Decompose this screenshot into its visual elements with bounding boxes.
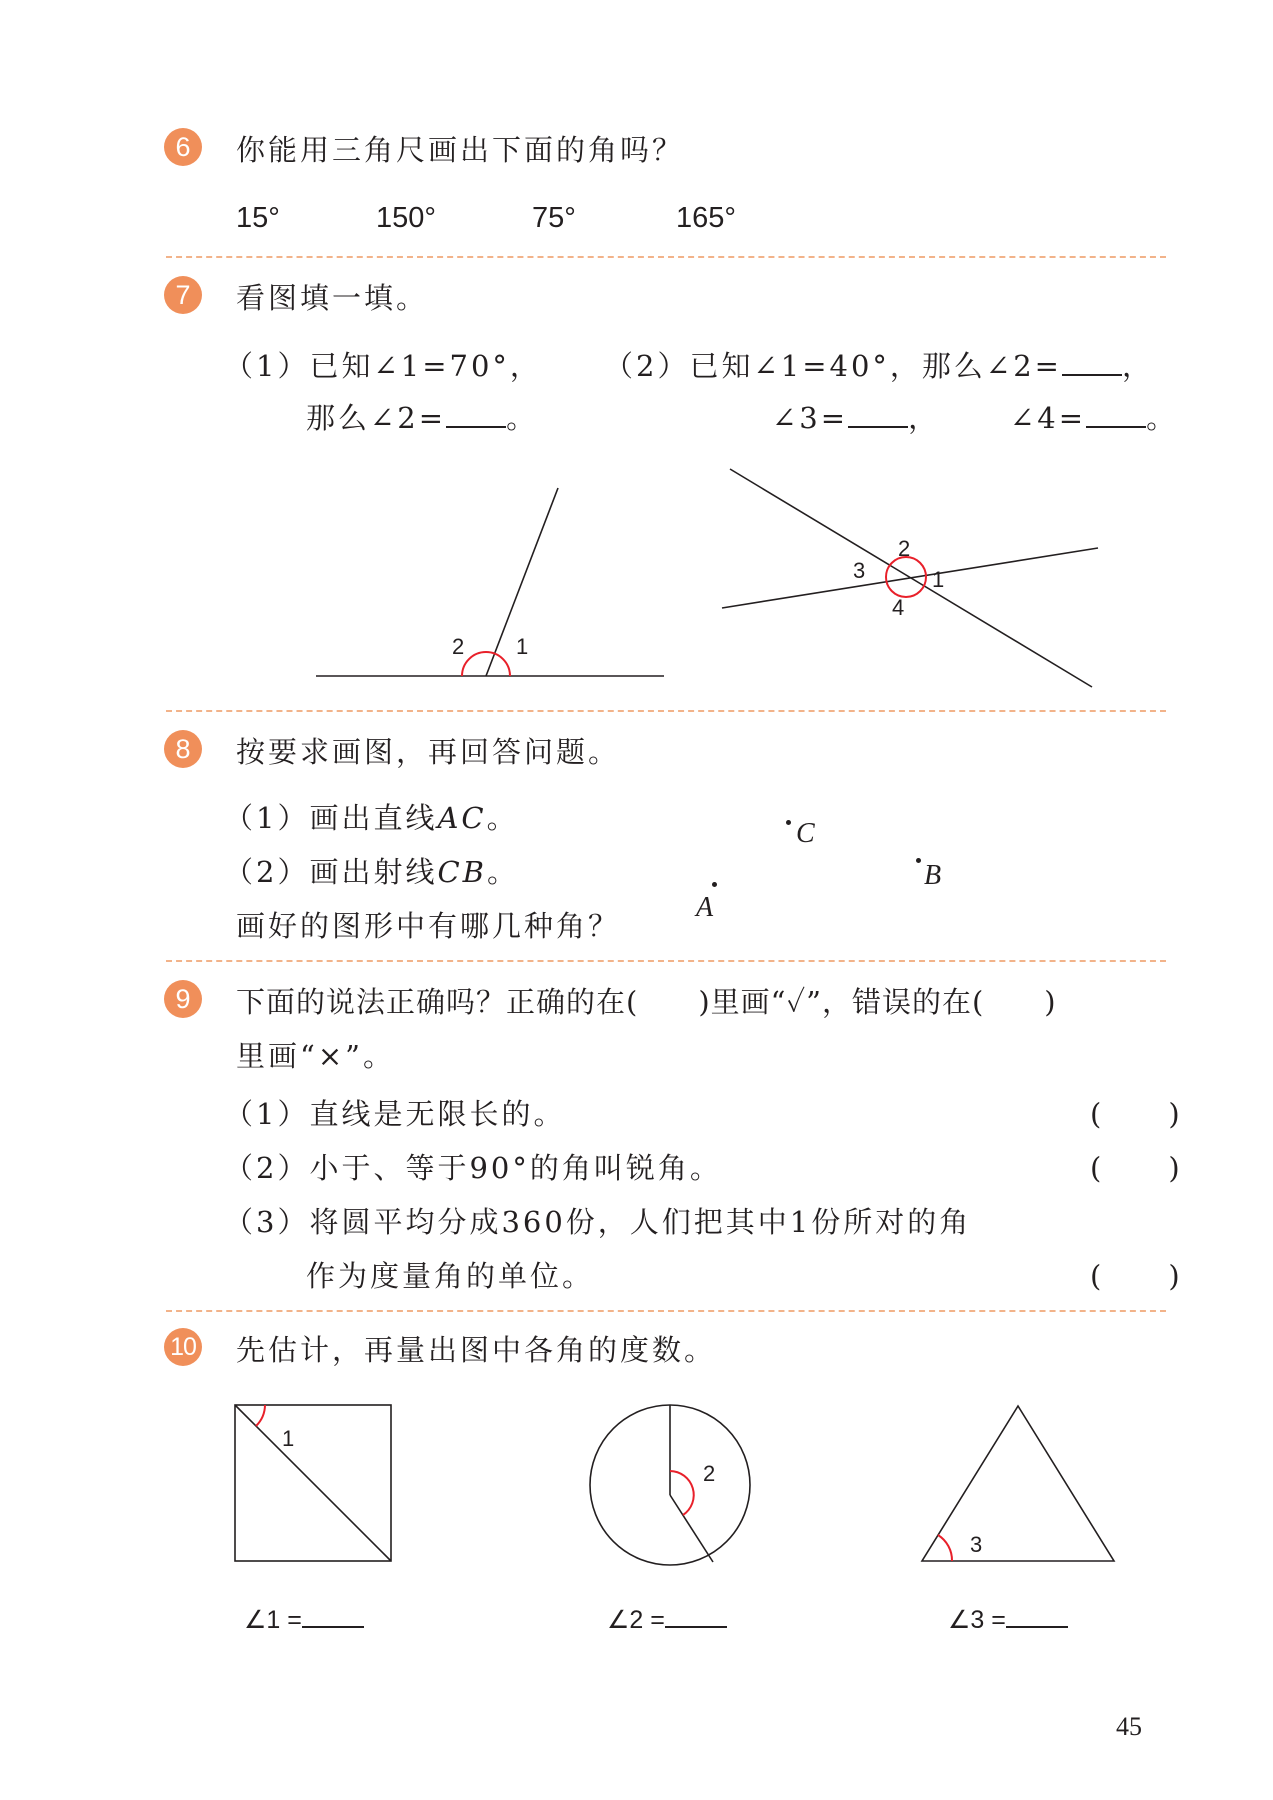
answer-blank: [446, 404, 506, 428]
question-number-badge: 10: [164, 1328, 202, 1366]
answer-prompt: ∠3=: [772, 401, 849, 435]
answer-blank: [1086, 404, 1146, 428]
square-diagonal: [235, 1405, 391, 1561]
intersecting-lines-figure: [710, 465, 1110, 695]
answer-blank: [848, 404, 908, 428]
part-2-angle-4: [1010, 396, 1178, 437]
part-2-text: [224, 850, 519, 891]
angle-label-3: 3: [970, 1532, 983, 1557]
statement-1: （1）直线是无限长的。: [224, 1097, 566, 1131]
square-figure: [230, 1400, 400, 1570]
answer-prompt: ∠3 =: [948, 1606, 1006, 1634]
ray-name: CB: [437, 855, 487, 889]
question-prompt-continued: 里画“×”。: [236, 1039, 395, 1073]
question-prompt: 先估计，再量出图中各角的度数。: [236, 1333, 717, 1367]
angle-label-2: 2: [898, 536, 911, 561]
question-prompt: 下面的说法正确吗？正确的在( )里画“✓”，错误的在( ): [236, 985, 1057, 1019]
part-2-text: [604, 344, 1154, 385]
angle-label-3: 3: [853, 558, 866, 583]
point-a-label: A: [696, 892, 714, 923]
answer-prompt: ∠2 =: [607, 1606, 665, 1634]
statement-3: （3）将圆平均分成360份，人们把其中1份所对的角: [224, 1205, 972, 1239]
angle-label-4: 4: [892, 595, 905, 620]
angle-value: 75°: [532, 202, 576, 234]
instruction: （2）画出射线: [224, 855, 438, 889]
comma: ，: [908, 401, 941, 435]
answer-blank: [302, 1604, 364, 1628]
question-number-badge: 9: [164, 980, 202, 1018]
answer-line: [948, 1604, 1068, 1635]
section-divider: [166, 256, 1166, 258]
period: 。: [1146, 401, 1179, 435]
period: 。: [506, 401, 539, 435]
statement-3-continued: 作为度量角的单位。: [306, 1259, 595, 1293]
angle-arc: [256, 1405, 265, 1426]
question-text: 画好的图形中有哪几种角？: [236, 909, 621, 943]
page-number: 45: [1116, 1712, 1142, 1741]
question-prompt: 你能用三角尺画出下面的角吗？: [236, 133, 685, 167]
angle-value: 165°: [676, 202, 736, 234]
instruction: （1）画出直线: [224, 801, 438, 835]
answer-blank: [665, 1604, 727, 1628]
answer-parentheses[interactable]: ( ): [1090, 1097, 1183, 1131]
point-a-dot: [712, 882, 717, 887]
angle-label-2: 2: [452, 634, 465, 659]
question-number-badge: 7: [164, 276, 202, 314]
question-prompt: 看图填一填。: [236, 281, 429, 315]
period: 。: [486, 855, 519, 889]
angle-label-1: 1: [282, 1426, 295, 1451]
section-divider: [166, 960, 1166, 962]
point-c-label: C: [796, 818, 815, 849]
section-divider: [166, 1310, 1166, 1312]
answer-blank: [1062, 352, 1122, 376]
point-b-label: B: [924, 860, 942, 891]
section-divider: [166, 710, 1166, 712]
answer-prompt: ∠1 =: [244, 1606, 302, 1634]
question-number-badge: 6: [164, 128, 202, 166]
answer-line: [244, 1604, 364, 1635]
answer-prompt: 那么∠2=: [306, 401, 447, 435]
answer-line: [607, 1604, 727, 1635]
angle-value: 15°: [236, 202, 280, 234]
part-1-text: （1）已知∠1=70°，: [224, 349, 542, 383]
angle-label-1: 1: [932, 567, 945, 592]
circle-figure: [585, 1395, 755, 1570]
answer-parentheses[interactable]: ( ): [1090, 1259, 1183, 1293]
angle-arc: [670, 1471, 694, 1515]
comma: ，: [1121, 349, 1154, 383]
answer-blank: [1006, 1604, 1068, 1628]
statement-2: （2）小于、等于90°的角叫锐角。: [224, 1151, 722, 1185]
point-c-dot: [786, 820, 791, 825]
answer-prompt: （2）已知∠1=40°，那么∠2=: [604, 349, 1062, 383]
angle-value: 150°: [376, 202, 436, 234]
period: 。: [486, 801, 519, 835]
triangle-outline: [922, 1406, 1114, 1561]
triangle-figure: [918, 1400, 1118, 1570]
angle-label-2: 2: [703, 1461, 716, 1486]
answer-prompt: ∠4=: [1010, 401, 1087, 435]
angle-arc: [938, 1535, 952, 1561]
angle-figure-1: [300, 470, 680, 690]
part-1-answer-line: [306, 396, 538, 437]
line-name: AC: [437, 801, 487, 835]
part-1-text: [224, 796, 519, 837]
point-b-dot: [916, 858, 921, 863]
part-2-angle-3: [772, 396, 940, 437]
answer-parentheses[interactable]: ( ): [1090, 1151, 1183, 1185]
question-prompt: 按要求画图，再回答问题。: [236, 735, 621, 769]
angle-label-1: 1: [516, 634, 529, 659]
question-number-badge: 8: [164, 730, 202, 768]
angle-arc: [462, 652, 510, 676]
